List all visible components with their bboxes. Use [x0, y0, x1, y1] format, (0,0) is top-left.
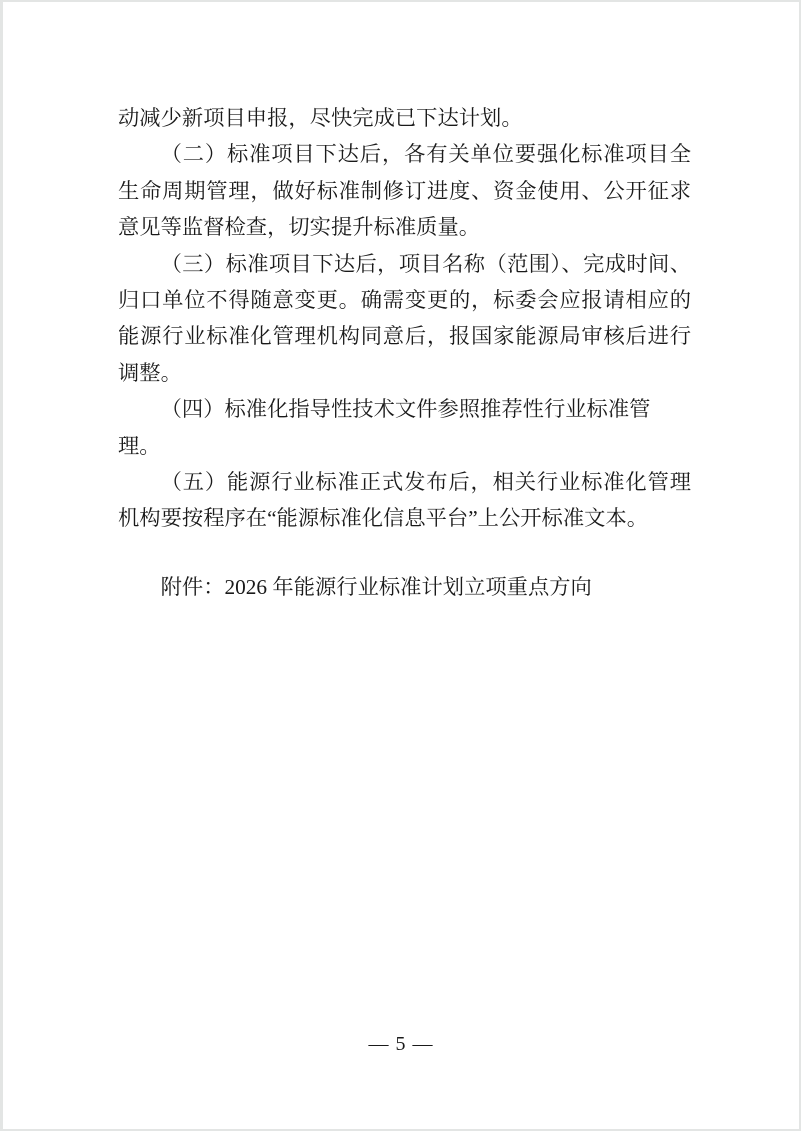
document-body	[118, 100, 691, 537]
attachment-reference-line: 附件：2026 年能源行业标准计划立项重点方向	[160, 575, 592, 599]
body-line: （二）标准项目下达后，各有关单位要强化标准项目全	[160, 142, 691, 167]
body-line: 机构要按程序在“能源标准化信息平台”上公开标准文本。	[118, 506, 649, 531]
page-number-footer: — 5 —	[368, 1033, 434, 1055]
body-line: （四）标准化指导性技术文件参照推荐性行业标准管理。	[118, 397, 651, 458]
body-line: 归口单位不得随意变更。确需变更的，标委会应报请相应的	[118, 288, 691, 313]
body-line: （三）标准项目下达后，项目名称（范围）、完成时间、	[160, 251, 691, 276]
body-line: 生命周期管理，做好标准制修订进度、资金使用、公开征求	[118, 178, 691, 203]
body-line: 意见等监督检查，切实提升标准质量。	[118, 215, 481, 240]
body-line: （五）能源行业标准正式发布后，相关行业标准化管理	[160, 470, 691, 495]
body-line: 调整。	[118, 360, 182, 385]
body-line: 动减少新项目申报，尽快完成已下达计划。	[118, 106, 523, 130]
body-line: 能源行业标准化管理机构同意后，报国家能源局审核后进行	[118, 324, 691, 349]
